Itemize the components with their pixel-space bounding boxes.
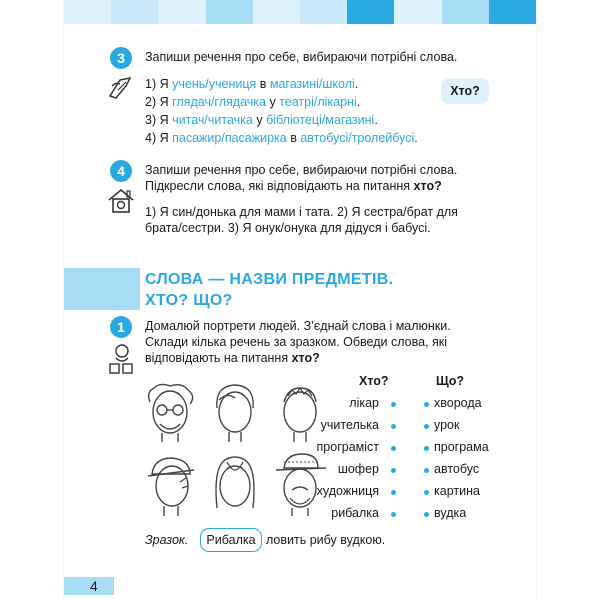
portrait-teacher-outline (205, 380, 265, 446)
task-3-badge: 3 (110, 47, 132, 69)
task-3-line-2: 2) Я глядач/глядачка у театрі/лікарні. (145, 95, 361, 109)
dot-right-5[interactable] (424, 490, 429, 495)
page-number: 4 (64, 577, 114, 595)
example-label: Зразок. (145, 533, 189, 547)
task-1-line-2: Склади кілька речень за зразком. Обведи слова, які (145, 335, 448, 349)
task-3-instruction: Запиши речення про себе, вибираючи потрібні слова. (145, 50, 458, 64)
portrait-driver-outline (140, 448, 200, 518)
word-left-4[interactable]: шофер (337, 462, 379, 476)
dot-left-6[interactable] (391, 512, 396, 517)
dot-right-6[interactable] (424, 512, 429, 517)
word-left-6[interactable]: рибалка (331, 506, 379, 520)
example-rest: ловить рибу вудкою. (266, 533, 386, 547)
word-right-6[interactable]: вудка (434, 506, 467, 520)
word-left-3[interactable]: програміст (316, 440, 379, 454)
example-word-pill: Рибалка (200, 528, 262, 552)
dot-right-3[interactable] (424, 446, 429, 451)
dot-left-2[interactable] (391, 424, 396, 429)
section-title-line-1: СЛОВА — НАЗВИ ПРЕДМЕТІВ. (145, 271, 394, 288)
writing-hand-icon (106, 72, 136, 102)
task-4-line-2: Підкресли слова, які відповідають на питання хто? (145, 179, 442, 193)
puzzle-character-icon (106, 342, 138, 376)
word-left-1[interactable]: лікар (349, 396, 379, 410)
top-color-bar (64, 0, 536, 24)
dot-right-4[interactable] (424, 468, 429, 473)
task-4-line-3: 1) Я син/донька для мами і тата. 2) Я сестра/брат для (145, 205, 458, 219)
task-4-line-4: брата/сестри. 3) Я онук/онука для дідуся і бабусі. (145, 221, 431, 235)
portrait-artist-outline (205, 448, 265, 518)
word-left-5[interactable]: художниця (316, 484, 379, 498)
word-left-2[interactable]: учителька (320, 418, 379, 432)
portrait-doctor-outline (140, 380, 200, 446)
dot-right-1[interactable] (424, 402, 429, 407)
column-head-what: Що? (436, 374, 465, 388)
word-right-4[interactable]: автобус (434, 462, 480, 476)
task-3-line-4: 4) Я пасажир/пасажирка в автобусі/тролейбусі. (145, 131, 418, 145)
section-title-line-2: ХТО? ЩО? (145, 292, 233, 309)
column-head-who: Хто? (359, 374, 389, 388)
task-4-badge: 4 (110, 160, 132, 182)
dot-right-2[interactable] (424, 424, 429, 429)
hint-who-box: Хто? (441, 78, 489, 104)
task-1-line-1: Домалюй портрети людей. З’єднай слова і малюнки. (145, 319, 451, 333)
task-1-badge: 1 (110, 316, 132, 338)
word-right-3[interactable]: програма (434, 440, 489, 454)
task-3-line-1: 1) Я учень/учениця в магазині/школі. (145, 77, 359, 91)
word-right-2[interactable]: урок (434, 418, 460, 432)
task-1-line-3: відповідають на питання хто? (145, 351, 320, 365)
task-4-line-1: Запиши речення про себе, вибираючи потрібні слова. (145, 163, 458, 177)
dot-left-1[interactable] (391, 402, 396, 407)
house-icon (106, 186, 136, 216)
dot-left-3[interactable] (391, 446, 396, 451)
portrait-programmer-outline (270, 380, 330, 446)
word-right-1[interactable]: хворода (434, 396, 482, 410)
word-right-5[interactable]: картина (434, 484, 480, 498)
dot-left-5[interactable] (391, 490, 396, 495)
dot-left-4[interactable] (391, 468, 396, 473)
task-3-line-3: 3) Я читач/читачка у бібліотеці/магазині. (145, 113, 378, 127)
section-band (64, 268, 140, 310)
